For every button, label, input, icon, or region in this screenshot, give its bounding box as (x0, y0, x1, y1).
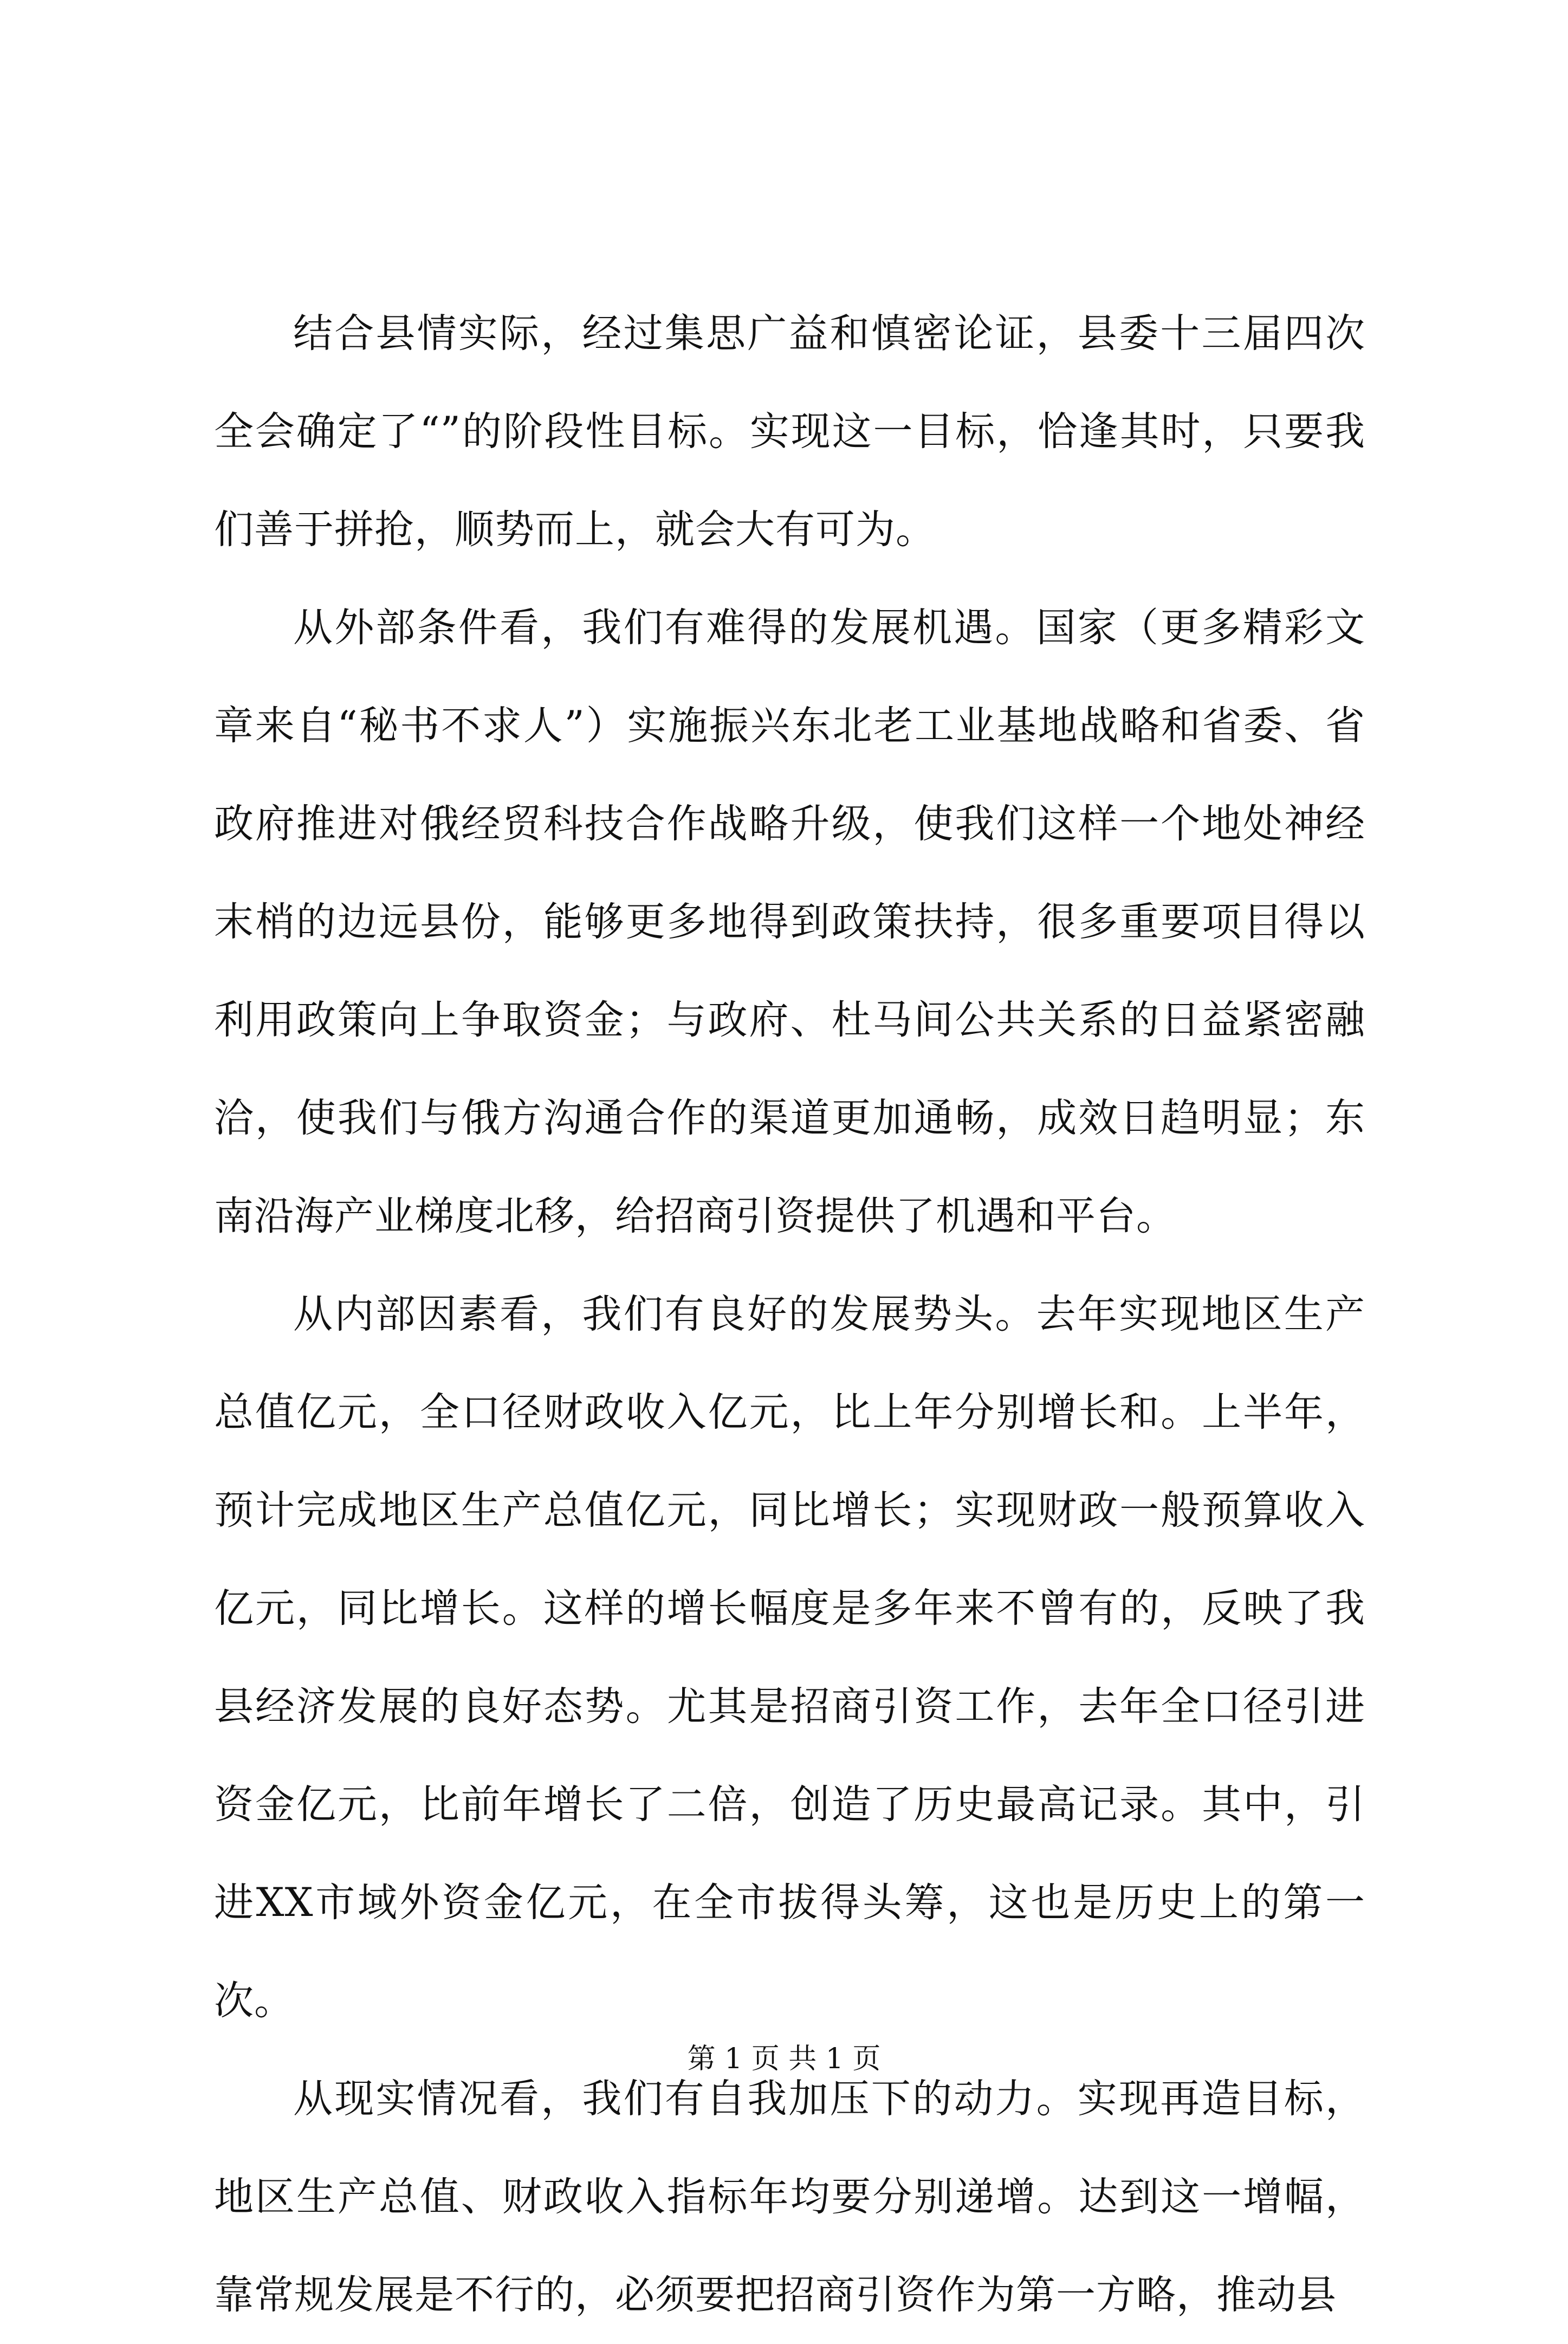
document-body (214, 284, 1365, 2344)
paragraph-3: 从内部因素看，我们有良好的发展势头。去年实现地区生产总值亿元，全口径财政收入亿元，比上年分别增长和。上半年，预计完成地区生产总值亿元，同比增长；实现财政一般预算收入亿元，同比增长。这样的增长幅度是多年来不曾有的，反映了我县经济发展的良好态势。尤其是招商引资工作，去年全口径引进资金亿元，比前年增长了二倍，创造了历史最高记录。其中，引进XX市域外资金亿元，在全市拔得头筹，这也是历史上的第一次。 (214, 1291, 1365, 2024)
paragraph-1: 结合县情实际，经过集思广益和慎密论证，县委十三届四次全会确定了“”的阶段性目标。实现这一目标，恰逢其时，只要我们善于拼抢，顺势而上，就会大有可为。 (214, 310, 1365, 553)
paragraph-4: 从现实情况看，我们有自我加压下的动力。实现再造目标，地区生产总值、财政收入指标年均要分别递增。达到这一增幅，靠常规发展是不行的，必须要把招商引资作为第一方略，推动县 (214, 2076, 1365, 2318)
paragraph-2: 从外部条件看，我们有难得的发展机遇。国家（更多精彩文章来自“秘书不求人”）实施振兴东北老工业基地战略和省委、省政府推进对俄经贸科技合作战略升级，使我们这样一个地处神经末梢的边远县份，能够更多地得到政策扶持，很多重要项目得以利用政策向上争取资金；与政府、杜马间公共关系的日益紧密融洽，使我们与俄方沟通合作的渠道更加通畅，成效日趋明显；东南沿海产业梯度北移，给招商引资提供了机遇和平台。 (214, 605, 1365, 1239)
page-number-footer: 第 1 页 共 1 页 (687, 2043, 881, 2075)
